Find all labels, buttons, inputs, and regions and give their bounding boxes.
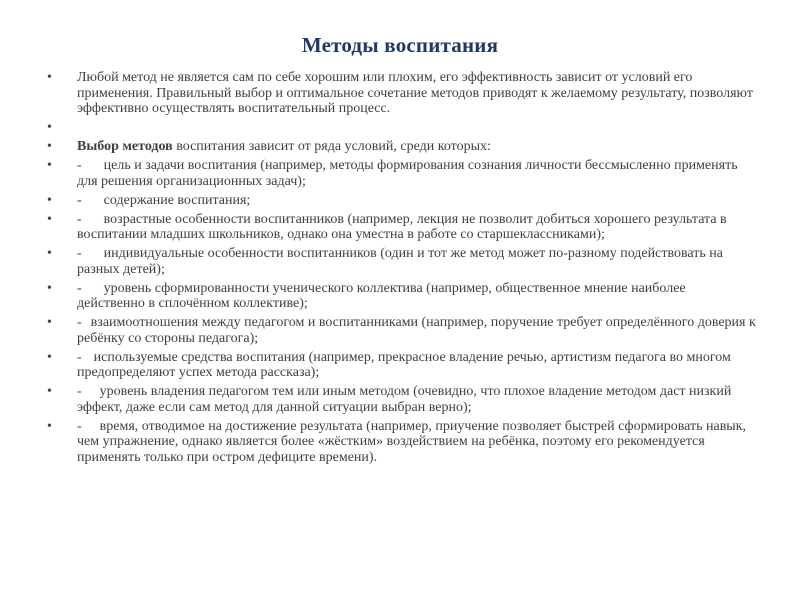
item-dash: - <box>77 418 82 434</box>
item-text: уровень владения педагогом тем или иным методом (очевидно, что плохое владение методом даст низкий эффект, даже если сам метод для данной ситуации выбран верно); <box>77 384 732 415</box>
item-text: уровень сформированности ученического коллектива (например, общественное мнение наиболее действенно в сплочённом коллективе); <box>77 280 686 311</box>
slide-title: Методы воспитания <box>301 33 499 57</box>
item-text: воспитания зависит от ряда условий, среди которых: <box>172 139 491 154</box>
bullet-icon: • <box>47 280 52 296</box>
bullet-icon: • <box>47 384 52 399</box>
bullet-icon: • <box>47 246 52 261</box>
item-dash: - <box>77 158 82 173</box>
bullet-icon: • <box>47 120 52 135</box>
bullet-icon: • <box>47 211 52 227</box>
item-dash: - <box>77 384 82 399</box>
bullet-icon: • <box>47 349 52 365</box>
list-item <box>47 139 757 155</box>
list-item <box>47 246 757 277</box>
bullet-icon: • <box>47 158 52 173</box>
list-item <box>47 193 757 209</box>
item-text: используемые средства воспитания (например, прекрасное владение речью, артистизм педагога во многом предопределяют успех метода рассказа); <box>77 349 731 380</box>
list-item <box>47 120 757 136</box>
item-dash: - <box>77 211 82 227</box>
bullet-icon: • <box>47 315 52 330</box>
list-item <box>47 70 757 117</box>
item-dash: - <box>77 246 82 261</box>
list-item <box>47 281 757 312</box>
item-dash: - <box>77 349 82 365</box>
list-item <box>47 384 757 415</box>
list-item <box>47 419 757 466</box>
item-dash: - <box>77 315 82 330</box>
item-text: индивидуальные особенности воспитанников (один и тот же метод может по-разному подействовать на разных детей); <box>77 246 723 277</box>
item-text: время, отводимое на достижение результата (например, приучение позволяет быстрей сформировать навык, чем упражнение, однако является более «жёстким» воздействием на ребёнка, поэтому его рекомендуется применять только при остром дефиците времени). <box>77 418 747 465</box>
item-text: возрастные особенности воспитанников (например, лекция не позволит добиться хорошего результата в воспитании младших школьников, однако она уместна в работе со старшеклассниками); <box>77 211 727 242</box>
bullet-icon: • <box>47 70 52 85</box>
item-dash: - <box>77 280 82 296</box>
item-text: цель и задачи воспитания (например, методы формирования сознания личности бессмысленно применять для решения организационных задач); <box>77 158 738 189</box>
bullet-icon: • <box>47 192 52 208</box>
list-item <box>47 158 757 189</box>
bullet-list <box>47 70 757 469</box>
item-text: Любой метод не является сам по себе хорошим или плохим, его эффективность зависит от условий его применения. Правильный выбор и оптимальное сочетание методов приводят к желаемому результату, позволяют эффективно осуществлять воспитательный процесс. <box>77 70 753 116</box>
list-item <box>47 350 757 381</box>
bullet-icon: • <box>47 418 52 434</box>
bullet-icon: • <box>47 139 52 154</box>
item-text: взаимоотношения между педагогом и воспитанниками (например, поручение требует определённого доверия к ребёнку со стороны педагога); <box>77 315 756 346</box>
item-dash: - <box>77 192 82 208</box>
item-bold-text: Выбор методов <box>77 139 173 154</box>
item-text: содержание воспитания; <box>103 192 251 208</box>
list-item <box>47 315 757 346</box>
list-item <box>47 212 757 243</box>
